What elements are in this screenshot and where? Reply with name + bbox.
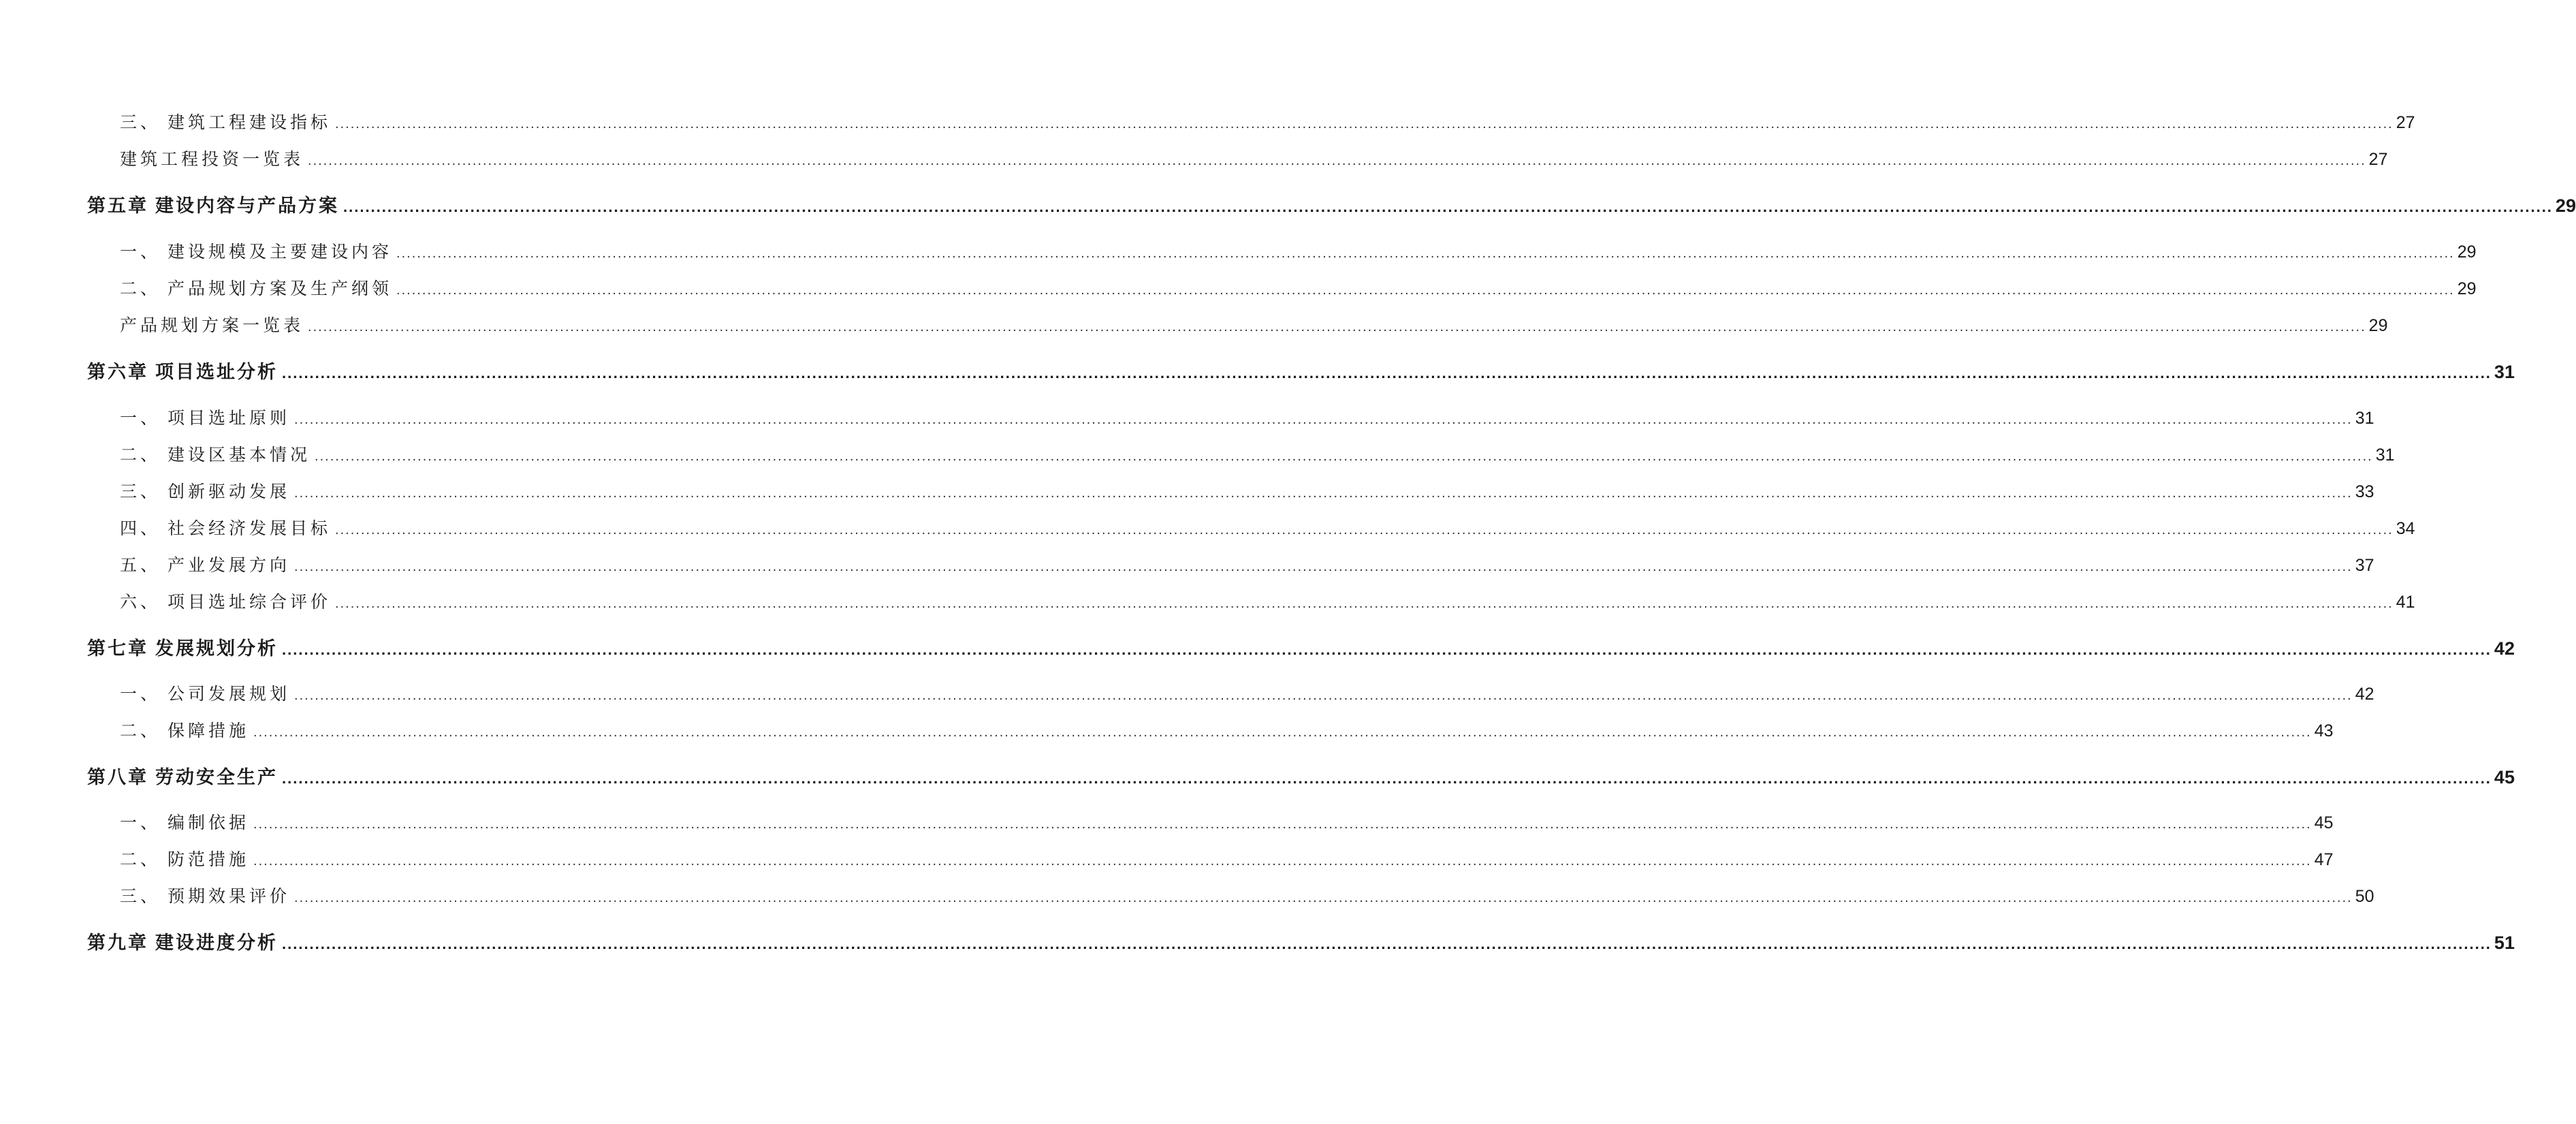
toc-entry[interactable] [120,146,2388,170]
dot-leader: ................................................................................................................................................................................................................................................................................................................................................................................................................ [343,198,2553,215]
toc-chapter-number: 第五章 [87,196,148,217]
toc-entry-number: 一、 [120,684,161,704]
toc-entry-page: 43 [2314,721,2334,740]
toc-entry-number: 三、 [120,886,161,906]
toc-entry-label [120,312,304,337]
toc-entry-number: 六、 [120,592,161,612]
dot-leader: ................................................................................................................................................................................................................................................................................................................................................................................................................ [294,688,2353,703]
toc-chapter-number: 第九章 [87,933,148,954]
toc-entry-number: 一、 [120,242,161,262]
dot-leader: ................................................................................................................................................................................................................................................................................................................................................................................................................ [335,522,2394,537]
dot-leader: ................................................................................................................................................................................................................................................................................................................................................................................................................ [282,770,2492,787]
toc-entry-page: 37 [2355,556,2374,575]
toc-entry-title: 建设规模及主要建设内容 [168,242,393,262]
toc-entry[interactable] [120,109,2415,134]
toc-entry[interactable] [120,515,2415,540]
toc-chapter-title: 建设进度分析 [155,933,278,954]
toc-entry-page: 33 [2355,482,2374,501]
toc-entry[interactable] [120,846,2334,871]
toc-chapter-number: 第七章 [87,638,148,659]
toc-entry-page: 31 [2375,446,2395,465]
dot-leader: ................................................................................................................................................................................................................................................................................................................................................................................................................ [308,319,2366,334]
dot-leader: ................................................................................................................................................................................................................................................................................................................................................................................................................ [294,486,2353,501]
toc-chapter-entry[interactable] [87,762,2515,789]
toc-entry-page: 42 [2494,638,2515,659]
toc-entry-page: 29 [2555,196,2576,216]
toc-entry-label [87,762,278,789]
toc-entry-page: 42 [2355,685,2374,704]
dot-leader: ................................................................................................................................................................................................................................................................................................................................................................................................................ [282,364,2492,381]
toc-entry-number: 二、 [120,279,161,298]
toc-entry-page: 34 [2396,519,2415,538]
toc-entry[interactable] [120,238,2477,263]
toc-chapter-title: 发展规划分析 [155,638,278,659]
toc-entry-label [120,809,249,834]
toc-chapter-title: 项目选址分析 [155,362,278,383]
toc-entry-label [120,552,290,576]
toc-entry-page: 29 [2368,316,2388,335]
toc-entry-label [120,681,290,705]
toc-entry[interactable] [120,589,2415,613]
toc-entry[interactable] [120,275,2477,300]
toc-entry-label [120,478,290,503]
dot-leader: ................................................................................................................................................................................................................................................................................................................................................................................................................ [253,854,2312,869]
dot-leader: ................................................................................................................................................................................................................................................................................................................................................................................................................ [294,412,2353,427]
toc-entry-page: 29 [2457,279,2477,298]
toc-entry-page: 45 [2494,767,2515,787]
toc-entry-title: 预期效果评价 [168,886,291,906]
toc-entry-page: 27 [2396,113,2415,132]
dot-leader: ................................................................................................................................................................................................................................................................................................................................................................................................................ [396,246,2455,261]
toc-entry-title: 公司发展规划 [168,684,291,704]
toc-entry-title: 项目选址原则 [168,408,291,428]
toc-entry-number: 二、 [120,849,161,869]
toc-entry-label [120,589,331,613]
dot-leader: ................................................................................................................................................................................................................................................................................................................................................................................................................ [396,283,2455,298]
toc-entry-title: 产业发展方向 [168,555,291,575]
toc-entry[interactable] [120,405,2374,429]
toc-entry-label [120,883,290,907]
toc-entry-label [120,515,331,540]
toc-chapter-title: 建设内容与产品方案 [155,196,339,217]
dot-leader: ................................................................................................................................................................................................................................................................................................................................................................................................................ [335,116,2394,131]
toc-entry-title: 保障措施 [168,721,250,740]
toc-entry-label [87,634,278,660]
toc-entry-label [120,238,392,263]
dot-leader: ................................................................................................................................................................................................................................................................................................................................................................................................................ [335,596,2394,611]
toc-chapter-entry[interactable] [87,634,2515,660]
toc-entry-title: 项目选址综合评价 [168,592,332,612]
dot-leader: ................................................................................................................................................................................................................................................................................................................................................................................................................ [253,725,2312,740]
toc-entry-page: 41 [2396,593,2415,612]
toc-entry[interactable] [120,681,2374,705]
toc-entry-page: 51 [2494,933,2515,953]
toc-entry[interactable] [120,809,2334,834]
toc-entry-number: 一、 [120,813,161,832]
toc-entry-label [120,405,290,429]
toc-entry-title: 社会经济发展目标 [168,518,332,538]
dot-leader: ................................................................................................................................................................................................................................................................................................................................................................................................................ [315,449,2373,464]
toc-entry-title: 建筑工程投资一览表 [120,149,304,169]
toc-entry-number: 一、 [120,408,161,428]
toc-chapter-number: 第八章 [87,767,148,788]
toc-chapter-entry[interactable] [87,191,2576,217]
toc-entry-number: 四、 [120,518,161,538]
toc-entry[interactable] [120,441,2395,466]
toc-chapter-number: 第六章 [87,362,148,383]
toc-entry-label [120,717,249,742]
dot-leader: ................................................................................................................................................................................................................................................................................................................................................................................................................ [294,890,2353,905]
toc-entry[interactable] [120,717,2334,742]
toc-entry-page: 47 [2314,850,2334,869]
toc-entry-page: 31 [2494,362,2515,382]
toc-entry[interactable] [120,478,2374,503]
toc-entry-title: 建设区基本情况 [168,445,311,465]
dot-leader: ................................................................................................................................................................................................................................................................................................................................................................................................................ [294,559,2353,574]
toc-entry-number: 三、 [120,482,161,501]
toc-entry-title: 建筑工程建设指标 [168,112,332,132]
toc-entry-page: 29 [2457,243,2477,262]
toc-entry[interactable] [120,883,2374,907]
toc-entry-page: 45 [2314,813,2334,832]
toc-entry-title: 创新驱动发展 [168,482,291,501]
toc-entry-title: 产品规划方案及生产纲领 [168,279,393,298]
toc-entry-label [120,275,392,300]
toc-entry-page: 50 [2355,887,2374,906]
toc-entry[interactable] [120,552,2374,576]
toc-entry-number: 二、 [120,721,161,740]
toc-chapter-entry[interactable] [87,928,2515,954]
toc-entry-number: 三、 [120,112,161,132]
toc-entry-title: 防范措施 [168,849,250,869]
toc-entry-label [87,191,339,217]
dot-leader: ................................................................................................................................................................................................................................................................................................................................................................................................................ [282,641,2492,658]
toc-entry[interactable] [120,312,2388,337]
toc-entry-title: 编制依据 [168,813,250,832]
toc-entry-number: 二、 [120,445,161,465]
toc-entry-label [87,928,278,954]
toc-entry-label [87,357,278,384]
toc-chapter-entry[interactable] [87,357,2515,384]
toc-entry-label [120,146,304,170]
toc-entry-label [120,109,331,134]
toc-entry-page: 31 [2355,409,2374,428]
dot-leader: ................................................................................................................................................................................................................................................................................................................................................................................................................ [253,817,2312,832]
toc-entry-title: 产品规划方案一览表 [120,315,304,335]
toc-chapter-title: 劳动安全生产 [155,767,278,788]
toc-entry-label [120,846,249,871]
toc-entry-page: 27 [2368,150,2388,169]
dot-leader: ................................................................................................................................................................................................................................................................................................................................................................................................................ [308,153,2366,168]
toc-entry-label [120,441,311,466]
toc-entry-number: 五、 [120,555,161,575]
dot-leader: ................................................................................................................................................................................................................................................................................................................................................................................................................ [282,935,2492,952]
